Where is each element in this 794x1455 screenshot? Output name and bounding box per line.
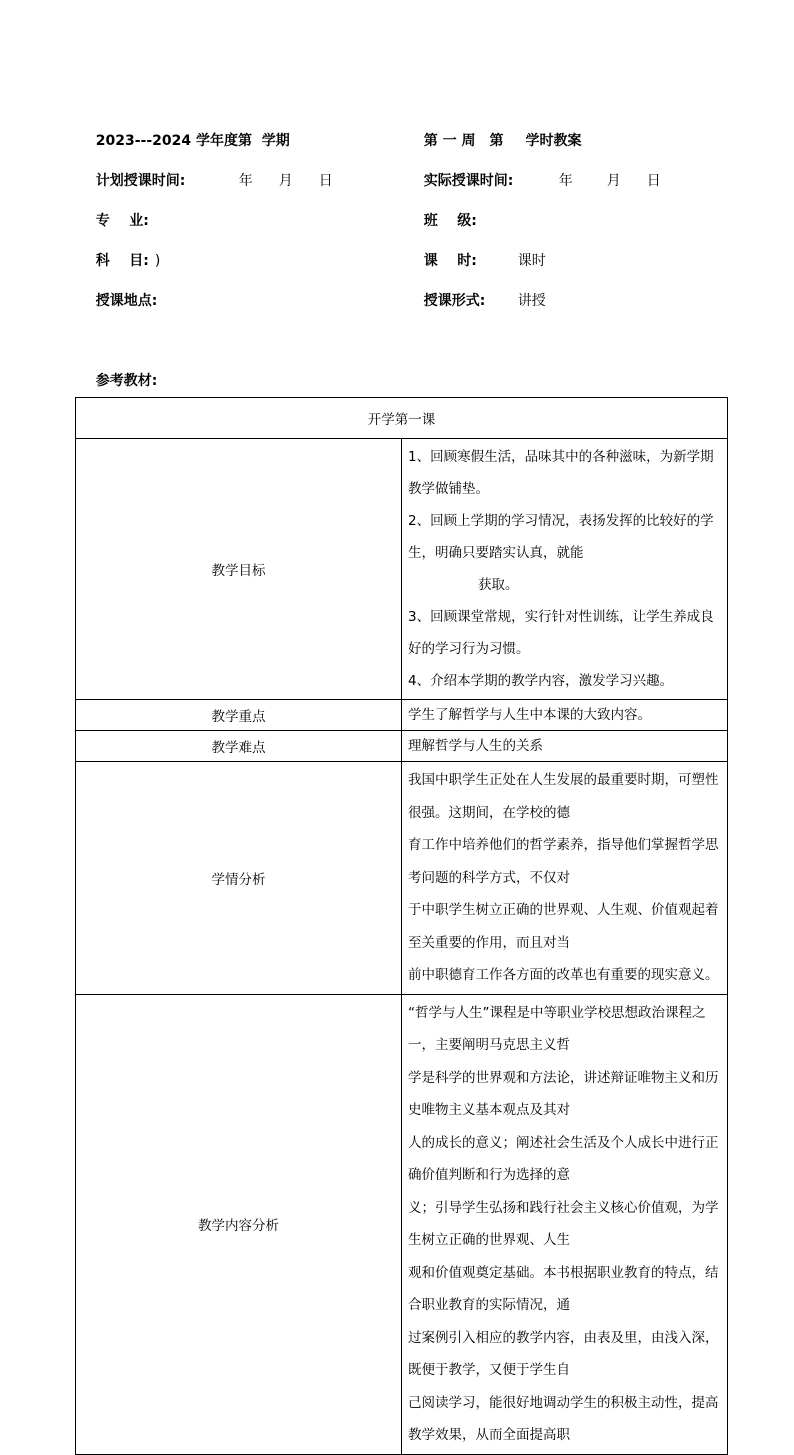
- subject-line: [86, 234, 160, 270]
- difficulty-value: 理解哲学与人生的关系: [402, 731, 728, 762]
- week-tail: 学时教案: [525, 133, 582, 149]
- key-value: 学生了解哲学与人生中本课的大致内容。: [402, 700, 728, 731]
- actual-month: 月: [606, 173, 621, 189]
- actual-time-label: 实际授课时间:: [423, 173, 514, 189]
- form-value: 讲授: [517, 293, 546, 309]
- hours-value-wrap: [508, 234, 546, 270]
- form-line: [414, 274, 485, 310]
- content-line: 人的成长的意义；阐述社会生活及个人成长中进行正确价值判断和行为选择的意: [408, 1134, 719, 1183]
- hours-line: [414, 234, 477, 270]
- students-line: 我国中职学生正处在人生发展的最重要时期，可塑性很强。这期间，在学校的德: [408, 772, 719, 821]
- goal-line: 3、回顾课堂常规，实行针对性训练，让学生养成良好的学习行为习惯。: [408, 609, 714, 657]
- difficulty-row: [76, 731, 728, 762]
- location-label: 授课地点:: [95, 293, 158, 309]
- plan-year: 年: [238, 173, 253, 189]
- actual-time-line: [414, 154, 513, 190]
- content-line: 学是科学的世界观和方法论，讲述辩证唯物主义和历史唯物主义基本观点及其对: [408, 1069, 719, 1118]
- major-line: [86, 194, 149, 230]
- class-line: [414, 194, 477, 230]
- plan-time-line: [86, 154, 185, 190]
- location-line: [86, 274, 157, 310]
- subject-value: ): [154, 253, 161, 269]
- class-label: 班 级:: [423, 213, 477, 229]
- goals-row: [76, 439, 728, 700]
- students-line: 育工作中培养他们的哲学素养，指导他们掌握哲学思考问题的科学方式，不仅对: [408, 837, 719, 886]
- week-line: [414, 114, 582, 150]
- plan-month: 月: [278, 173, 293, 189]
- students-line: 前中职德育工作各方面的改革也有重要的现实意义。: [408, 967, 719, 983]
- form-value-wrap: [508, 274, 546, 310]
- goal-line: 2、回顾上学期的学习情况，表扬发挥的比较好的学生，明确只要踏实认真，就能: [408, 513, 714, 561]
- table-title-row: [76, 398, 728, 439]
- plan-day: 日: [318, 173, 333, 189]
- hours-value: 课时: [517, 253, 546, 269]
- week-right: 第: [489, 133, 504, 149]
- lesson-plan-table: [75, 397, 728, 1455]
- subject-label: 科 目:: [95, 253, 149, 269]
- students-line: 于中职学生树立正确的世界观、人生观、价值观起着至关重要的作用，而且对当: [408, 902, 719, 951]
- goal-line: 获取。: [478, 577, 519, 593]
- textbook-label: 参考教材:: [95, 373, 158, 389]
- content-line: 观和价值观奠定基础。本书根据职业教育的特点，结合职业教育的实际情况，通: [408, 1264, 719, 1313]
- students-label: 学情分析: [76, 762, 402, 995]
- term-text: 2023---2024 学年度第 学期: [95, 133, 290, 149]
- content-label: 教学内容分析: [76, 994, 402, 1454]
- key-row: [76, 700, 728, 731]
- actual-day: 日: [646, 173, 661, 189]
- form-label: 授课形式:: [423, 293, 486, 309]
- hours-label: 课 时:: [423, 253, 477, 269]
- content-line: 过案例引入相应的教学内容，由表及里，由浅入深，既便于教学，又便于学生自: [408, 1329, 719, 1378]
- students-content: [402, 762, 728, 995]
- difficulty-label: 教学难点: [76, 731, 402, 762]
- plan-date: [229, 154, 333, 190]
- textbook-line: [86, 354, 157, 390]
- goals-label: 教学目标: [76, 439, 402, 700]
- key-label: 教学重点: [76, 700, 402, 731]
- goal-line: 4、介绍本学期的教学内容，激发学习兴趣。: [408, 673, 674, 689]
- term-line: [86, 114, 290, 150]
- students-row: [76, 762, 728, 995]
- content-line: “哲学与人生”课程是中等职业学校思想政治课程之一，主要阐明马克思主义哲: [408, 1004, 706, 1053]
- content-line: 己阅读学习，能很好地调动学生的积极主动性，提高教学效果，从而全面提高职: [408, 1394, 719, 1443]
- table-title: 开学第一课: [76, 398, 728, 439]
- actual-date: [549, 154, 661, 190]
- content-row: [76, 994, 728, 1454]
- goal-line: 1、回顾寒假生活，品味其中的各种滋味，为新学期教学做铺垫。: [408, 449, 714, 497]
- actual-year: 年: [558, 173, 573, 189]
- major-label: 专 业:: [95, 213, 149, 229]
- week-left: 第 一 周: [423, 133, 476, 149]
- content-analysis: [402, 994, 728, 1454]
- goals-content: [402, 439, 728, 700]
- content-line: 义；引导学生弘扬和践行社会主义核心价值观，为学生树立正确的世界观、人生: [408, 1199, 719, 1248]
- plan-time-label: 计划授课时间:: [95, 173, 186, 189]
